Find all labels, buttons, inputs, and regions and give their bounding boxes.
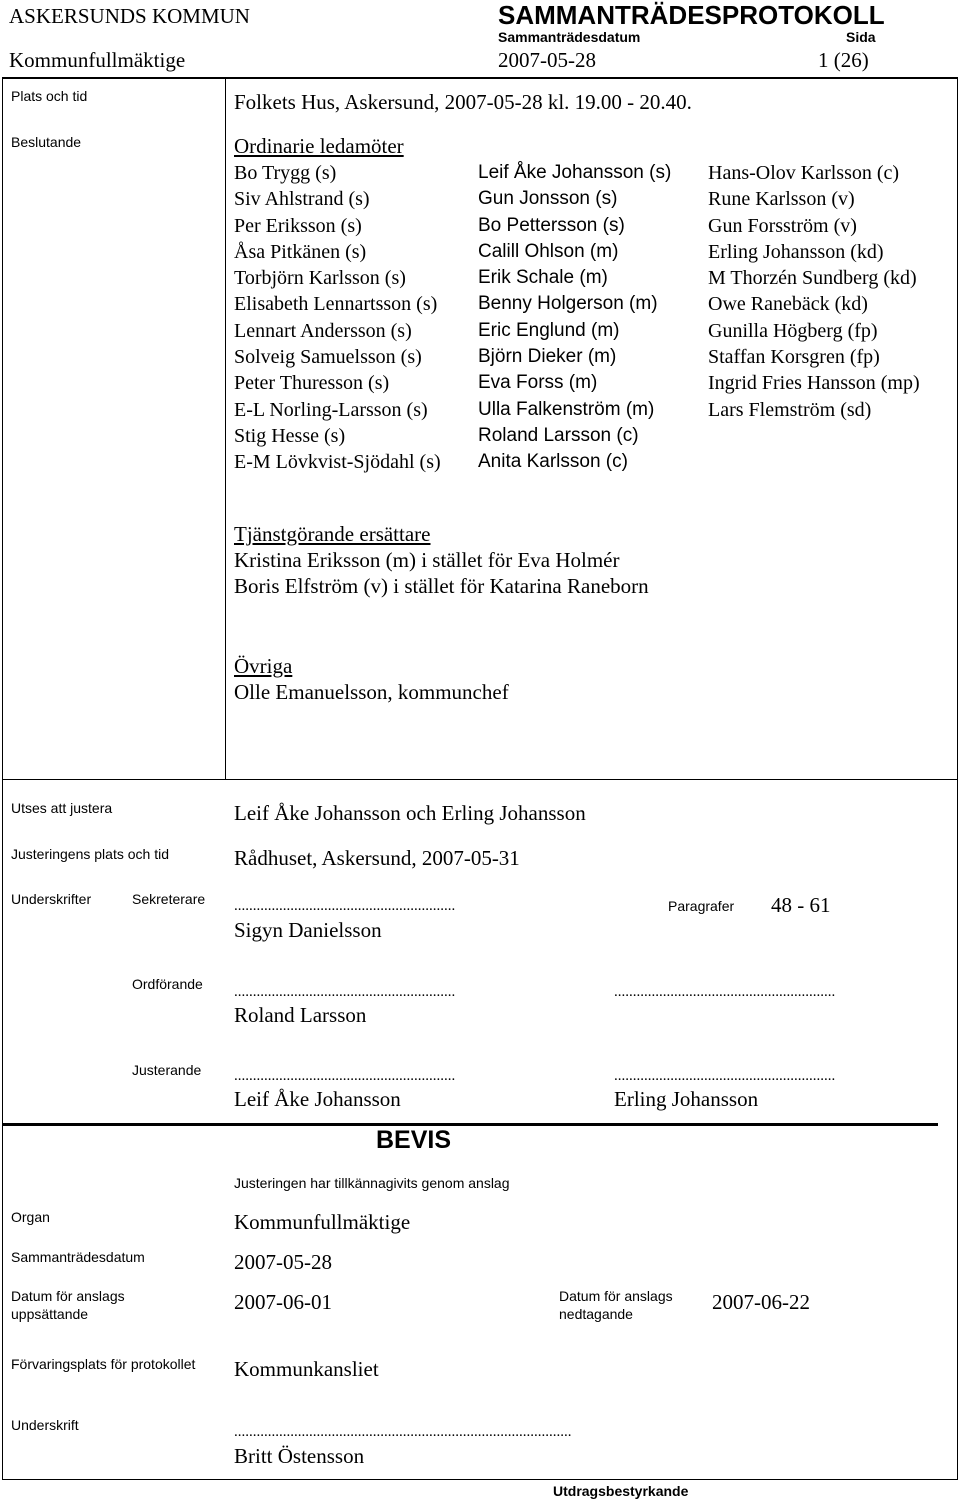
justerande-name-1: Leif Åke Johansson <box>234 1087 401 1111</box>
section-rule <box>2 779 958 780</box>
bevis-rule <box>2 1123 938 1126</box>
member: M Thorzén Sundberg (kd) <box>708 267 917 290</box>
sammantradesdatum-value: 2007-05-28 <box>234 1250 332 1274</box>
member: Björn Dieker (m) <box>478 346 617 368</box>
justerande-name-2: Erling Johansson <box>614 1087 759 1111</box>
members-column-3 <box>708 160 920 423</box>
ersattare-line: Boris Elfström (v) i stället för Katarina Raneborn <box>234 574 649 598</box>
justering-plats-label: Justeringens plats och tid <box>11 846 169 862</box>
member: Lennart Andersson (s) <box>234 319 412 342</box>
member: Lars Flemström (sd) <box>708 398 872 421</box>
member: Erik Schale (m) <box>478 267 608 289</box>
underskrifter-label: Underskrifter <box>11 891 92 907</box>
member: Owe Ranebäck (kd) <box>708 293 868 316</box>
member: Elisabeth Lennartsson (s) <box>234 293 438 316</box>
member: Staffan Korsgren (fp) <box>708 346 880 369</box>
members-column-2 <box>478 160 671 476</box>
member: Ulla Falkenström (m) <box>478 398 655 420</box>
ordforande-signature-line-2: ........................................................... <box>614 984 836 1000</box>
justerande-signature-line: ........................................................... <box>234 1068 456 1084</box>
member: Bo Trygg (s) <box>234 162 337 184</box>
header-rule <box>2 77 958 79</box>
document-type: SAMMANTRÄDESPROTOKOLL <box>498 0 885 30</box>
member: Per Eriksson (s) <box>234 214 362 237</box>
municipality-name: ASKERSUNDS KOMMUN <box>9 4 250 28</box>
organ-label: Organ <box>11 1209 50 1225</box>
underskrift-label: Underskrift <box>11 1417 79 1433</box>
member: Roland Larsson (c) <box>478 424 639 446</box>
member: Bo Pettersson (s) <box>478 214 625 236</box>
underskrift-signature-line: .......................................................................................... <box>234 1424 572 1440</box>
member: Peter Thuresson (s) <box>234 372 390 395</box>
uppsattande-value: 2007-06-01 <box>234 1290 332 1314</box>
frame-bottom <box>2 1479 958 1480</box>
ovriga-heading: Övriga <box>234 654 293 678</box>
member: Hans-Olov Karlsson (c) <box>708 162 900 184</box>
ordforande-label: Ordförande <box>132 976 203 992</box>
members-column-1 <box>234 160 441 476</box>
member: Eva Forss (m) <box>478 372 598 394</box>
member: Siv Ahlstrand (s) <box>234 188 370 211</box>
utses-label: Utses att justera <box>11 800 113 816</box>
member: Benny Holgerson (m) <box>478 293 658 315</box>
justerande-signature-line-2: ........................................................... <box>614 1068 836 1084</box>
sekreterare-label: Sekreterare <box>132 891 206 907</box>
nedtagande-label-line1: Datum för anslags <box>559 1288 673 1304</box>
meeting-date: 2007-05-28 <box>498 48 596 72</box>
member: E-M Lövkvist-Sjödahl (s) <box>234 451 441 474</box>
underskrift-name: Britt Östensson <box>234 1444 365 1468</box>
bevis-note: Justeringen har tillkännagivits genom anslag <box>234 1175 510 1191</box>
page-number: 1 (26) <box>818 48 869 72</box>
date-label: Sammanträdesdatum <box>498 29 641 45</box>
column-divider <box>225 77 226 779</box>
uppsattande-label-line1: Datum för anslags <box>11 1288 125 1304</box>
forvaring-value: Kommunkansliet <box>234 1357 379 1381</box>
ersattare-heading: Tjänstgörande ersättare <box>234 522 431 546</box>
member: Gunilla Högberg (fp) <box>708 319 878 342</box>
ersattare-line: Kristina Eriksson (m) i stället för Eva Holmér <box>234 548 620 572</box>
ordforande-name: Roland Larsson <box>234 1003 367 1027</box>
nedtagande-label-line2: nedtagande <box>559 1306 633 1322</box>
bevis-title: BEVIS <box>376 1126 452 1154</box>
member: Torbjörn Karlsson (s) <box>234 267 406 290</box>
member: E-L Norling-Larsson (s) <box>234 398 428 421</box>
member: Solveig Samuelsson (s) <box>234 346 422 369</box>
forvaring-label: Förvaringsplats för protokollet <box>11 1356 196 1372</box>
member: Gun Forsström (v) <box>708 214 857 237</box>
member: Stig Hesse (s) <box>234 424 346 447</box>
nedtagande-value: 2007-06-22 <box>712 1290 810 1314</box>
sekreterare-signature-line: ........................................................... <box>234 898 456 914</box>
body-name: Kommunfullmäktige <box>9 48 186 72</box>
ordforande-signature-line: ........................................................... <box>234 984 456 1000</box>
member: Erling Johansson (kd) <box>708 240 884 263</box>
page-label: Sida <box>846 29 876 45</box>
sekreterare-name: Sigyn Danielsson <box>234 918 382 942</box>
member: Eric Englund (m) <box>478 319 620 341</box>
member: Rune Karlsson (v) <box>708 188 855 211</box>
member: Ingrid Fries Hansson (mp) <box>708 372 920 395</box>
utses-value: Leif Åke Johansson och Erling Johansson <box>234 801 586 825</box>
member: Anita Karlsson (c) <box>478 451 628 473</box>
plats-label: Plats och tid <box>11 88 88 104</box>
sammantradesdatum-label: Sammanträdesdatum <box>11 1249 145 1265</box>
paragrafer-label: Paragrafer <box>668 898 735 914</box>
utdragsbestyrkande-label: Utdragsbestyrkande <box>553 1483 689 1499</box>
plats-value: Folkets Hus, Askersund, 2007-05-28 kl. 19.00 - 20.40. <box>234 90 692 114</box>
member: Gun Jonsson (s) <box>478 188 618 210</box>
ovriga-line: Olle Emanuelsson, kommunchef <box>234 680 509 704</box>
justering-plats-value: Rådhuset, Askersund, 2007-05-31 <box>234 846 520 870</box>
ordinarie-heading: Ordinarie ledamöter <box>234 134 404 158</box>
member: Åsa Pitkänen (s) <box>234 240 367 263</box>
uppsattande-label-line2: uppsättande <box>11 1306 89 1322</box>
beslutande-label: Beslutande <box>11 134 82 150</box>
organ-value: Kommunfullmäktige <box>234 1210 411 1234</box>
member: Leif Åke Johansson (s) <box>478 162 672 183</box>
member: Calill Ohlson (m) <box>478 240 619 262</box>
justerande-label: Justerande <box>132 1062 202 1078</box>
paragrafer-value: 48 - 61 <box>771 893 831 917</box>
